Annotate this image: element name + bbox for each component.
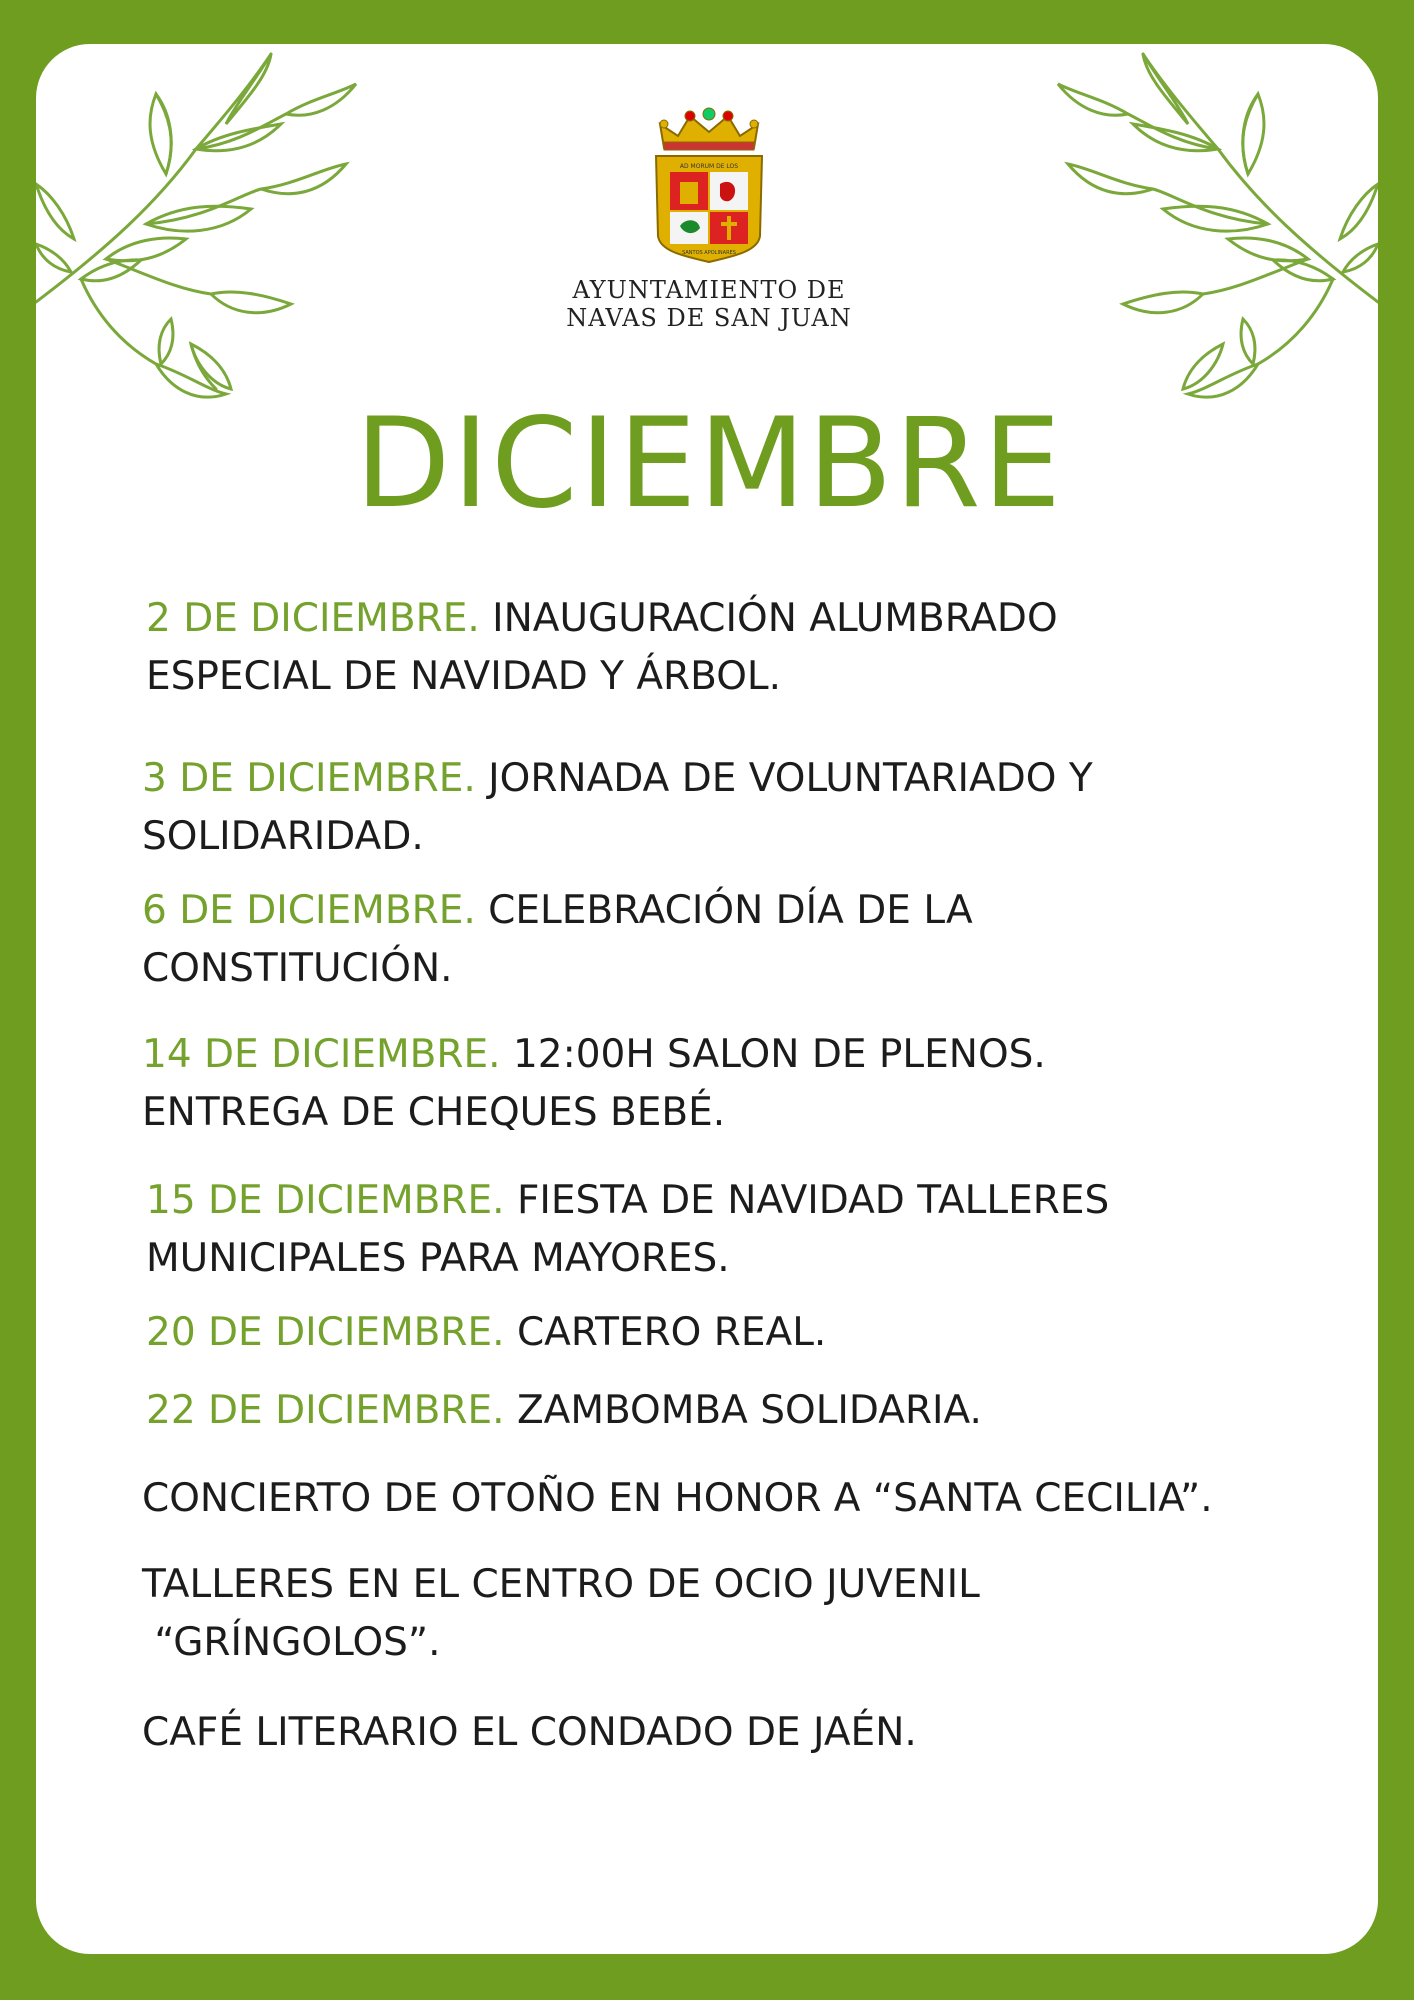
svg-text:AD MORUM DE LOS: AD MORUM DE LOS (679, 163, 739, 170)
note-item (142, 1704, 917, 1762)
event-text-line2: MUNICIPALES PARA MAYORES. (146, 1236, 730, 1281)
event-text-line2: CONSTITUCIÓN. (142, 946, 453, 991)
event-text-line2: ESPECIAL DE NAVIDAD Y ÁRBOL. (146, 654, 782, 699)
event-date: 2 DE DICIEMBRE. (146, 596, 480, 641)
crown-icon (660, 108, 758, 150)
page-title: DICIEMBRE (354, 392, 1064, 536)
note-item (142, 1470, 1213, 1528)
event-item (142, 1026, 1046, 1142)
event-item (146, 1304, 826, 1362)
event-item (146, 1172, 1109, 1288)
note-text: CONCIERTO DE OTOÑO EN HONOR A “SANTA CECILIA”. (142, 1476, 1213, 1521)
event-text-line2: SOLIDARIDAD. (142, 814, 424, 859)
note-text: TALLERES EN EL CENTRO DE OCIO JUVENIL (142, 1562, 980, 1607)
note-text-line2: “GRÍNGOLOS”. (142, 1620, 441, 1665)
leaf-branch-right-icon (1048, 44, 1378, 404)
coat-of-arms-icon (650, 106, 768, 276)
event-item (146, 1382, 982, 1440)
event-text: CELEBRACIÓN DÍA DE LA (475, 888, 973, 933)
note-text: CAFÉ LITERARIO EL CONDADO DE JAÉN. (142, 1710, 917, 1755)
event-text: ZAMBOMBA SOLIDARIA. (504, 1388, 982, 1433)
event-date: 6 DE DICIEMBRE. (142, 888, 476, 933)
event-item (142, 882, 973, 998)
leaf-branch-left-icon (36, 44, 366, 404)
org-line-2: NAVAS DE SAN JUAN (566, 304, 852, 332)
event-date: 20 DE DICIEMBRE. (146, 1310, 505, 1355)
org-line-1: AYUNTAMIENTO DE (572, 276, 846, 304)
event-text: CARTERO REAL. (504, 1310, 827, 1355)
note-item (142, 1556, 980, 1672)
event-item (142, 750, 1093, 866)
event-text-line2: ENTREGA DE CHEQUES BEBÉ. (142, 1090, 726, 1135)
event-date: 14 DE DICIEMBRE. (142, 1032, 501, 1077)
event-text: INAUGURACIÓN ALUMBRADO (479, 596, 1058, 641)
event-text: JORNADA DE VOLUNTARIADO Y (488, 756, 1093, 801)
poster-card (36, 44, 1378, 1954)
event-date: 22 DE DICIEMBRE. (146, 1388, 505, 1433)
event-date: 3 DE DICIEMBRE. (142, 756, 489, 801)
event-text: 12:00H SALON DE PLENOS. (500, 1032, 1046, 1077)
svg-text:SANTOS APOLINARES: SANTOS APOLINARES (682, 250, 736, 256)
organization-name (456, 276, 962, 332)
event-text: FIESTA DE NAVIDAD TALLERES (504, 1178, 1110, 1223)
event-item (146, 590, 1058, 706)
event-date: 15 DE DICIEMBRE. (146, 1178, 505, 1223)
